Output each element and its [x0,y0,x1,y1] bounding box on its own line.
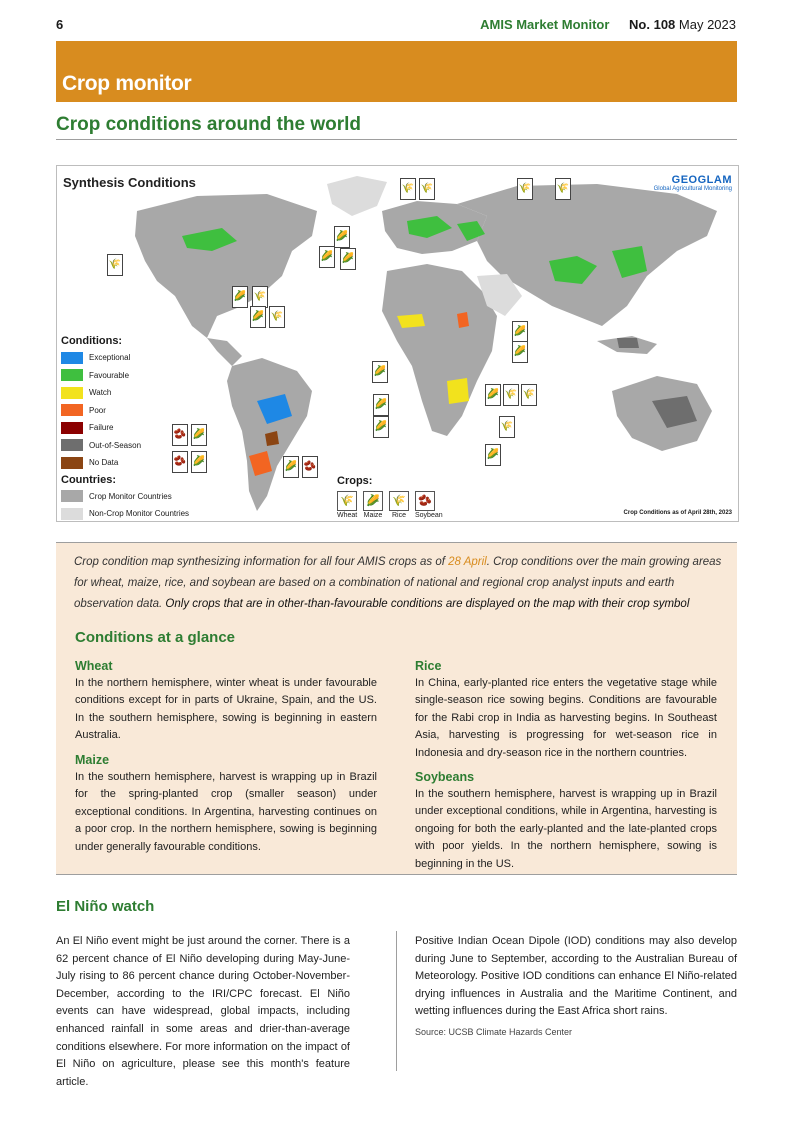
crop-legend-soybean [415,491,443,519]
country-legend-row [61,505,189,522]
elnino-left-text: An El Niño event might be just around the corner. There is a 62 percent chance of El Niño developing during May-June-July rising to 86 percent chance during October-November-December, according to the IRI/CPC forecast. El Niño events can have widespread, global impacts, including enhanced rainfall in some areas and drier-than-average conditions elsewhere. For more information on the impact of El Niño on agriculture, please see this month's feature article. [56,935,350,1088]
maize-icon: 🌽 [250,306,266,328]
maize-icon: 🌽 [232,286,248,308]
central-america-shape [207,338,242,366]
condition-legend-row [61,367,189,385]
column-divider [396,931,397,1071]
condition-legend-row [61,384,189,402]
condition-swatch [61,369,83,381]
issue-number: No. 108 [629,17,676,32]
maize-summary [75,753,377,856]
rice-icon: 🌾 [503,384,519,406]
condition-swatch [61,387,83,399]
condition-legend-row [61,402,189,420]
caption-date: 28 April [448,556,487,568]
country-label: Non-Crop Monitor Countries [89,509,190,519]
greenland-shape [327,176,387,216]
soybeans-title: Soybeans [415,770,475,784]
crops-heading: Crops: [337,475,373,487]
maize-title: Maize [75,753,110,767]
page-title: Crop conditions around the world [56,114,362,135]
condition-label: Favourable [89,370,130,380]
rice-title: Rice [415,659,442,673]
logo-text: GEOGLAM [671,174,732,186]
wheat-icon: 🌾 [107,254,123,276]
soybean-icon: 🫘 [302,456,318,478]
condition-swatch [61,352,83,364]
elnino-right-text: Positive Indian Ocean Dipole (IOD) conditions may also develop during June to September, according to the Australian Bureau of Meteorology. Positive IOD conditions can enhance El Niño-related drying influences in Australia and the Maritime Continent, and wetting influences during the East Africa short rains. [415,935,737,1018]
maize-icon: 🌽 [485,384,501,406]
maize-icon: 🌽 [485,444,501,466]
condition-label: Poor [89,405,106,415]
maize-icon: 🌽 [372,361,388,383]
issue-date: May 2023 [678,17,736,32]
title-divider [56,139,737,140]
conditions-list [61,349,189,472]
rice-summary [415,659,717,762]
crop-legend-label: Maize [363,512,383,519]
condition-label: Exceptional [89,353,131,363]
maize-icon: 🌽 [283,456,299,478]
map-legend [61,333,189,522]
soybeans-body: In the southern hemisphere, harvest is wrapping up in Brazil under exceptional conditions, while in Argentina, harvesting is ongoing for both the early-planted and the late-planted crops with poor yields. In the northern hemisphere, sowing is beginning in the US. [415,788,717,870]
maize-icon: 🌽 [363,491,383,511]
wheat-icon: 🌾 [555,178,571,200]
glance-title: Conditions at a glance [75,629,236,646]
north-america-shape [135,194,317,338]
crops-legend [337,475,443,519]
maize-icon: 🌽 [373,416,389,438]
crop-legend-maize [363,491,383,519]
section-title: Crop monitor [62,72,192,95]
condition-label: No Data [89,458,119,468]
crop-legend-label: Rice [391,512,406,519]
publication-name: AMIS Market Monitor [480,17,610,32]
condition-legend-row [61,437,189,455]
soybean-icon: 🫘 [415,491,435,511]
rice-icon: 🌾 [499,416,515,438]
caption-part1: Crop condition map synthesizing information for all four AMIS crops as of [74,556,449,568]
east-africa-poor [457,312,469,328]
wheat-icon: 🌾 [521,384,537,406]
condition-legend-row [61,454,189,472]
elnino-title: El Niño watch [56,898,155,915]
southern-africa-watch [447,378,469,404]
wheat-icon: 🌾 [517,178,533,200]
africa-shape [382,264,497,436]
rice-icon: 🌾 [269,306,285,328]
maize-icon: 🌽 [191,424,207,446]
countries-list [61,488,189,523]
caption-part2: . Crop conditions over the main growing areas for wheat, maize, rice, and soybean are based on a combination of national and regional crop analyst inputs and earth observation data. [74,556,722,610]
section-banner [56,41,737,102]
country-label: Crop Monitor Countries [89,491,172,501]
wheat-icon: 🌾 [400,178,416,200]
conditions-heading: Conditions: [61,335,123,347]
rice-icon: 🌾 [389,491,409,511]
condition-swatch [61,439,83,451]
running-header [480,17,736,32]
country-swatch [61,508,83,520]
map-title: Synthesis Conditions [63,175,196,190]
soybean-icon: 🫘 [172,424,188,446]
maize-icon: 🌽 [191,451,207,473]
maize-body: In the southern hemisphere, harvest is wrapping up in Brazil for the spring-planted crop (smaller season) under exceptional conditions. In Argentina, harvesting continues on a poor crop. In the northern hemisphere, sowing is beginning under generally favourable conditions. [75,771,377,853]
condition-label: Watch [89,388,112,398]
condition-swatch [61,404,83,416]
map-caption [56,542,737,620]
soybean-icon: 🫘 [172,451,188,473]
maize-icon: 🌽 [512,321,528,343]
condition-swatch [61,422,83,434]
countries-heading: Countries: [61,473,116,486]
wheat-icon: 🌾 [419,178,435,200]
page-number: 6 [56,17,64,32]
condition-legend-row [61,419,189,437]
crop-legend-wheat [337,491,357,519]
soybeans-summary [415,770,717,873]
country-legend-row [61,488,189,506]
crop-legend-label: Soybean [415,512,443,519]
condition-legend-row [61,349,189,367]
rice-icon: 🌾 [252,286,268,308]
wheat-icon: 🌾 [337,491,357,511]
crop-legend-rice [389,491,409,519]
rice-body: In China, early-planted rice enters the vegetative stage while single-season rice sowing begins. Conditions are favourable for the Rabi crop in India as harvesting begins. In Southeast Asia, harvesting is progressing for wet-season rice in Indonesia and dry-season rice in the northern countries. [415,677,717,759]
synthesis-conditions-map [56,165,739,522]
indonesia-out-of-season [617,338,639,348]
condition-swatch [61,457,83,469]
maize-icon: 🌽 [334,226,350,248]
condition-label: Failure [89,423,114,433]
maize-icon: 🌽 [319,246,335,268]
map-date-note: Crop Conditions as of April 28th, 2023 [623,510,732,516]
west-africa-watch [397,314,425,328]
caption-note: Only crops that are in other-than-favourable conditions are displayed on the map with their crop symbol [165,598,690,610]
conditions-at-a-glance [56,618,737,875]
wheat-body: In the northern hemisphere, winter wheat is under favourable conditions except for in parts of Ukraine, Spain, and the US. In the southern hemisphere, sowing is beginning in eastern Australia. [75,677,377,742]
caption-text [74,552,725,615]
maize-icon: 🌽 [512,341,528,363]
maize-icon: 🌽 [373,394,389,416]
wheat-summary [75,659,377,745]
condition-label: Out-of-Season [89,440,142,450]
source-note: Source: UCSB Climate Hazards Center [415,1027,573,1037]
crop-legend-label: Wheat [337,512,358,519]
maize-icon: 🌽 [340,248,356,270]
logo-subtext: Global Agricultural Monitoring [653,186,732,192]
country-swatch [61,490,83,502]
wheat-title: Wheat [75,659,113,673]
geoglam-logo [654,174,732,192]
